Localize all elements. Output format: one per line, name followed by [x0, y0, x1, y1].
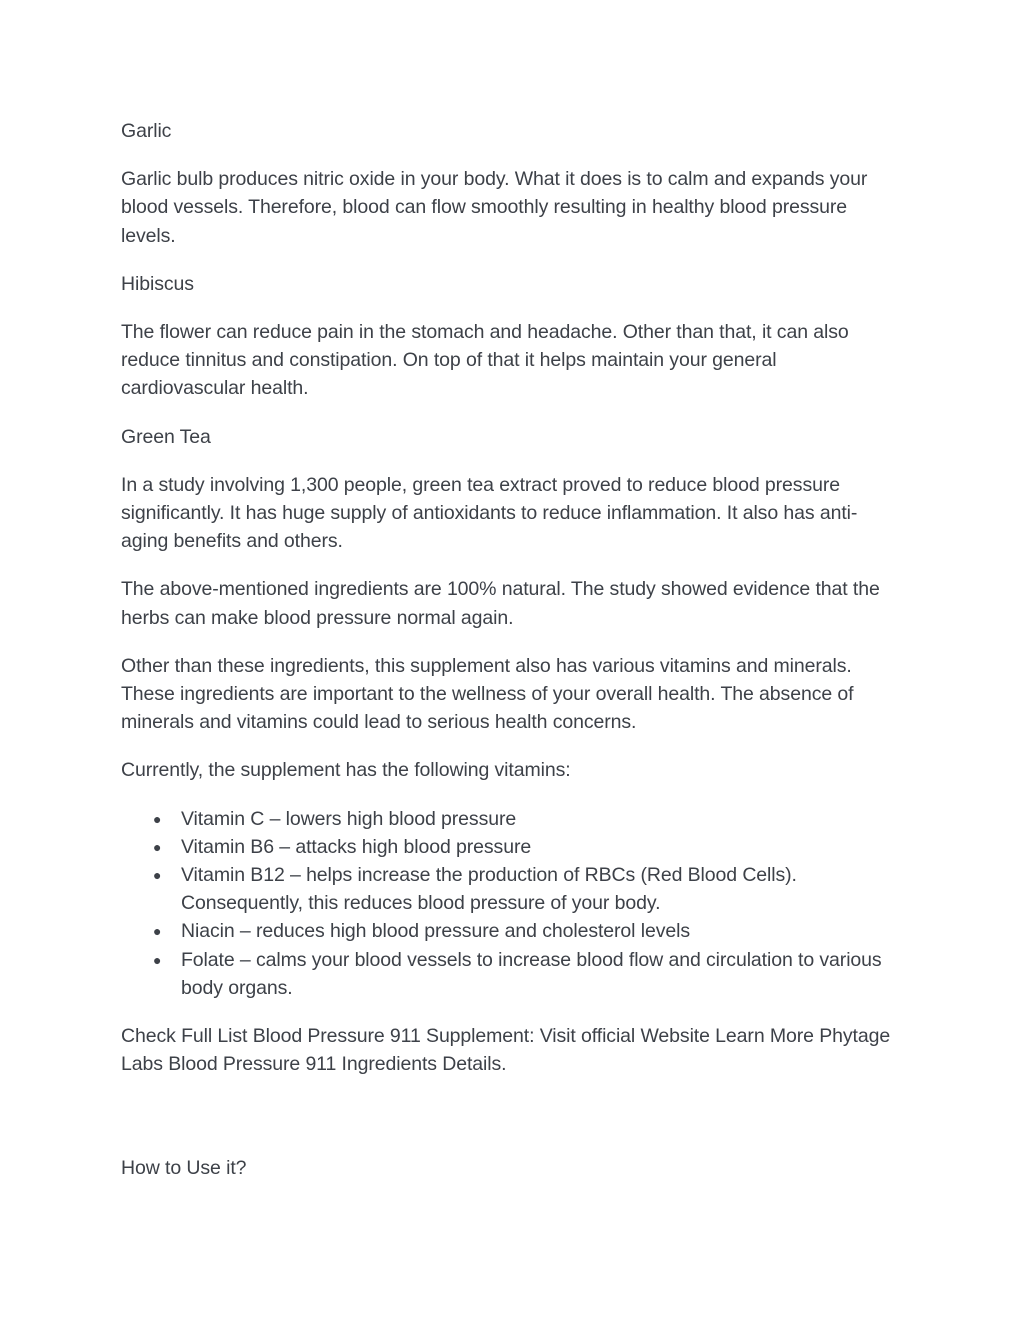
list-item-folate	[153, 946, 901, 1002]
list-item-text: Vitamin B12 – helps increase the production of RBCs (Red Blood Cells). Consequently, this reduces blood pressure of your body.	[181, 864, 797, 915]
section-body-green-tea: In a study involving 1,300 people, green tea extract proved to reduce blood pressure significantly. It has huge supply of antioxidants to reduce inflammation. It also has anti-aging benefits and others.	[121, 473, 858, 553]
paragraph-vitamins-intro: Other than these ingredients, this supplement also has various vitamins and minerals. These ingredients are important to the wellness of your overall health. The absence of minerals and vitamins could lead to serious health concerns.	[121, 654, 854, 734]
section-heading-hibiscus: Hibiscus	[121, 272, 194, 295]
list-item-text: Vitamin C – lowers high blood pressure	[181, 807, 517, 830]
paragraph-natural: The above-mentioned ingredients are 100% natural. The study showed evidence that the herbs can make blood pressure normal again.	[121, 578, 880, 629]
bullet-icon: ●	[153, 951, 162, 968]
bullet-icon: ●	[153, 867, 162, 884]
section-body-garlic: Garlic bulb produces nitric oxide in your body. What it does is to calm and expands your blood vessels. Therefore, blood can flow smoothly resulting in healthy blood pressure levels.	[121, 168, 868, 247]
section-heading-garlic: Garlic	[121, 120, 172, 142]
paragraph-currently: Currently, the supplement has the following vitamins:	[121, 759, 571, 782]
paragraph-check-full-list: Check Full List Blood Pressure 911 Supplement: Visit official Website Learn More Phytage Labs Blood Pressure 911 Ingredients Details.	[121, 1025, 891, 1076]
list-item-text: Folate – calms your blood vessels to increase blood flow and circulation to various body organs.	[181, 948, 882, 999]
list-item-vitamin-b6	[153, 833, 901, 861]
section-heading-green-tea: Green Tea	[121, 425, 211, 448]
list-item-text: Vitamin B6 – attacks high blood pressure	[181, 835, 532, 858]
blank-space	[121, 1098, 901, 1154]
vitamin-list	[121, 805, 901, 1002]
bullet-icon: ●	[153, 838, 162, 855]
section-body-hibiscus: The flower can reduce pain in the stomach and headache. Other than that, it can also reduce tinnitus and constipation. On top of that it helps maintain your general cardiovascular health.	[121, 321, 849, 400]
how-to-use-heading: How to Use it?	[121, 1157, 247, 1180]
bullet-icon: ●	[153, 923, 162, 940]
list-item-vitamin-c	[153, 805, 901, 833]
bullet-icon: ●	[153, 810, 162, 827]
list-item-vitamin-b12	[153, 861, 901, 917]
list-item-text: Niacin – reduces high blood pressure and cholesterol levels	[181, 920, 690, 943]
list-item-niacin	[153, 917, 901, 945]
document-page	[121, 117, 901, 1203]
